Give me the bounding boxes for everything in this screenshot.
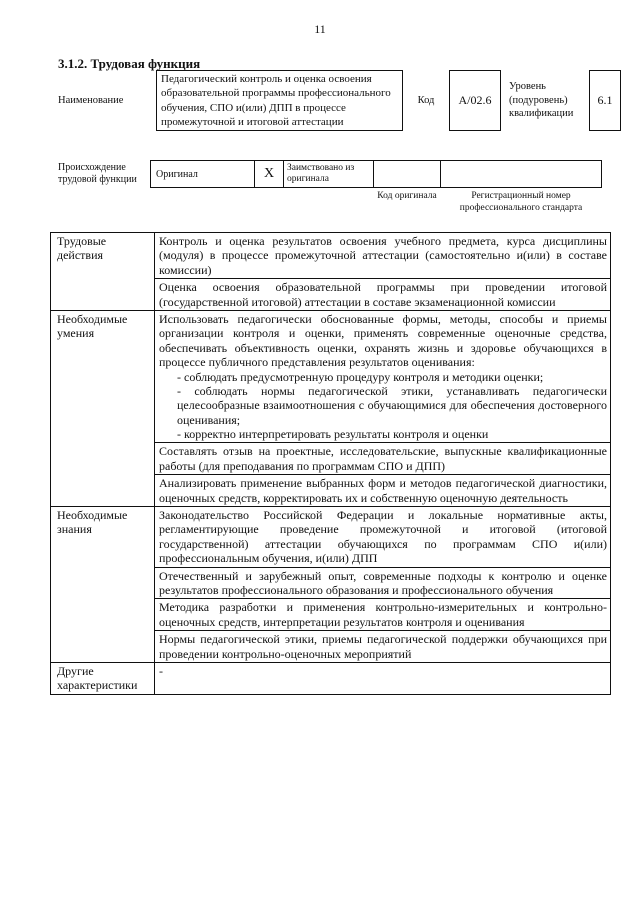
function-header-table [58,70,621,131]
origin-code-cell [374,161,441,188]
row-item-cell [155,310,611,443]
row-category-label: Необходимые знания [51,507,155,663]
level-label: Уровень (подуровень) квалификации [509,81,574,120]
row-category-label: Другие характеристики [51,662,155,694]
item-text: Методика разработки и применения контрольно-измерительных и контрольно-оценочных средств, интерпретации результатов контроля и оценивания [159,600,607,629]
item-text: Анализировать применение выбранных форм и методов педагогической диагностики, оценочных средств, корректировать их и собственную оценочную деятельность [159,476,607,505]
row-item-cell [155,443,611,475]
function-name-value: Педагогический контроль и оценка освоения образовательной программы профессионального обучения, СПО и(или) ДПП в процессе промежуточной и итоговой аттестации [161,73,391,128]
page-number: 11 [314,22,326,36]
reg-number-caption: Регистрационный номер профессионального стандарта [459,191,583,213]
origin-table [58,160,602,215]
item-text: Оценка освоения образовательной программы при проведении итоговой (государственной итоговой) аттестации в составе экзаменационной комиссии [159,280,607,309]
item-text: Законодательство Российской Федерации и локальные нормативные акты, регламентирующие проведение промежуточной и итоговой (итоговой государственной) аттестации обучающихся по программам СПО и(или) профессиональным обучения, и(или) ДПП [159,508,607,566]
row-item-cell [155,662,611,694]
code-value: А/02.6 [458,93,492,108]
reg-number-cell [441,161,602,188]
row-item-cell [155,507,611,568]
level-value: 6.1 [597,93,613,108]
row-item-cell [155,475,611,507]
section-heading: 3.1.2. Трудовая функция [58,56,201,71]
table-row [51,662,611,694]
row-item-cell [155,279,611,311]
origin-code-caption: Код оригинала [377,191,437,201]
row-category-label: Необходимые умения [51,310,155,506]
table-row [51,310,611,443]
item-text: Контроль и оценка результатов освоения учебного предмета, курса дисциплины (модуля) в процессе промежуточной аттестации (самостоятельно и(или) в составе комиссии) [159,234,607,277]
original-label: Оригинал [156,168,198,180]
original-mark: X [263,166,275,181]
row-item-cell [155,567,611,599]
item-text: Нормы педагогической этики, приемы педагогической поддержки обучающихся при проведении контрольно-оценочных мероприятий [159,632,607,661]
item-text: - соблюдать нормы педагогической этики, устанавливать педагогически целесообразные взаимоотношения с обучающимися для обеспечения достоверного оценивания; [177,383,607,427]
item-text: Составлять отзыв на проектные, исследовательские, выпускные квалификационные работы (для преподавания по программам СПО и ДПП) [159,444,607,473]
item-text: - корректно интерпретировать результаты контроля и оценки [177,427,489,442]
row-category-label: Трудовые действия [51,233,155,311]
row-item-cell [155,233,611,279]
row-item-cell [155,599,611,631]
item-text: Отечественный и зарубежный опыт, современные подходы к контролю и оценке результатов профессионального образования и профессионального обучения [159,568,607,597]
origin-label: Происхождение трудовой функции [58,162,137,185]
name-label: Наименование [58,94,124,106]
item-text: - соблюдать предусмотренную процедуру контроля и методики оценки; [177,369,544,384]
item-text: - [159,663,163,678]
row-item-cell [155,631,611,663]
borrowed-label: Заимствовано из оригинала [287,163,355,184]
code-label: Код [417,94,435,106]
table-row [51,507,611,568]
item-text: Использовать педагогически обоснованные формы, методы, способы и приемы организации контроля и оценки, применять современные оценочные средства, обеспечивать объективность оценки, охранять жизнь и здоровье обучающихся в процессе публичного представления результатов оценивания: [159,311,607,370]
table-row [51,233,611,279]
function-details-table [50,232,611,695]
